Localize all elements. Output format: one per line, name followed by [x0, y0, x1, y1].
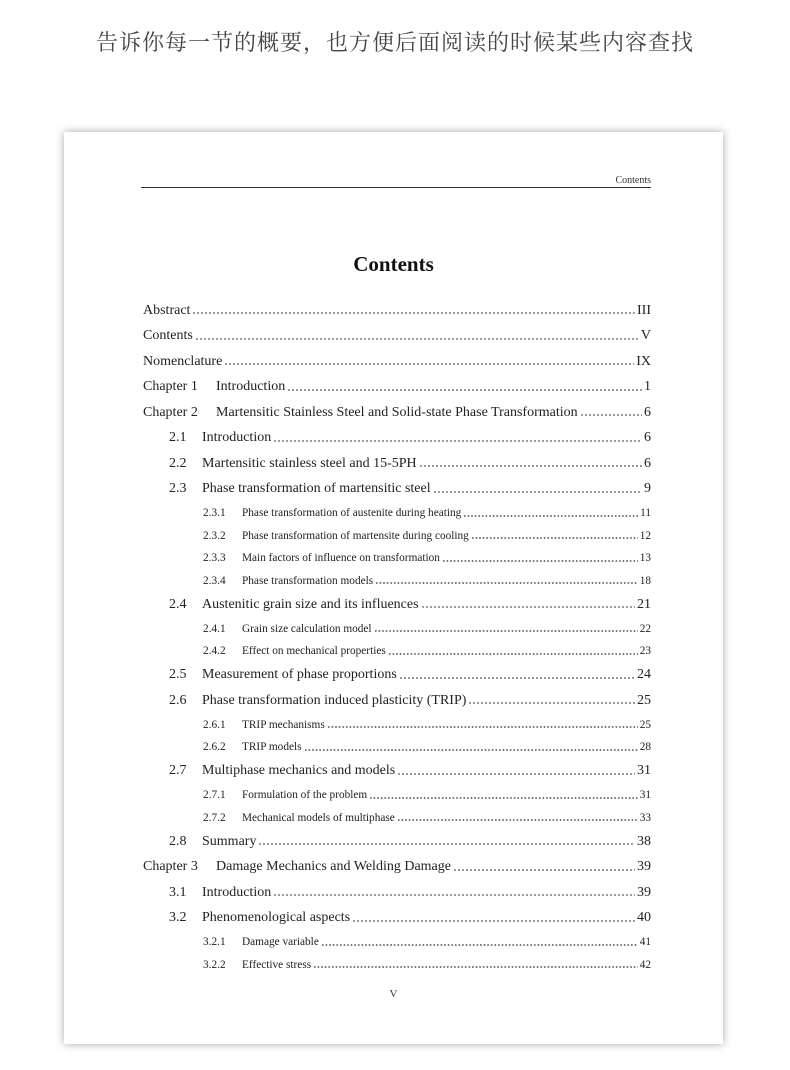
- dot-leader: [463, 514, 638, 518]
- toc-entry-title: Mechanical models of multiphase: [242, 811, 395, 824]
- toc-entry[interactable]: [143, 829, 651, 855]
- toc-entry-number: 2.3.1: [203, 507, 226, 520]
- toc-entry-title: Phenomenological aspects: [202, 910, 351, 926]
- toc-entry-page: 18: [639, 574, 651, 587]
- toc-entry[interactable]: [143, 663, 651, 689]
- toc-entry-number: 2.4.2: [203, 645, 226, 658]
- toc-entry-number: 2.7.1: [203, 789, 226, 802]
- dot-leader: [273, 893, 635, 897]
- dot-leader: [433, 490, 642, 494]
- toc-entry-title: Grain size calculation model: [242, 622, 372, 635]
- toc-entry[interactable]: [143, 759, 651, 785]
- toc-entry-title: TRIP models: [242, 741, 302, 754]
- toc-entry[interactable]: [143, 954, 651, 977]
- toc-entry-page: 33: [639, 811, 651, 824]
- toc-entry[interactable]: [143, 349, 651, 375]
- dot-leader: [421, 605, 635, 609]
- dot-leader: [419, 464, 642, 468]
- toc-entry-title: Martensitic Stainless Steel and Solid-state Phase Transformation: [216, 404, 578, 420]
- dot-leader: [224, 362, 634, 366]
- dot-leader: [258, 842, 635, 846]
- dot-leader: [352, 919, 635, 923]
- toc-entry-page: 21: [637, 596, 651, 612]
- table-of-contents: [143, 298, 651, 976]
- document-page: [64, 132, 723, 1044]
- toc-entry[interactable]: [143, 547, 651, 570]
- toc-entry[interactable]: [143, 880, 651, 906]
- toc-entry-title: Formulation of the problem: [242, 789, 368, 802]
- dot-leader: [374, 629, 638, 633]
- toc-entry-page: 13: [639, 552, 651, 565]
- toc-entry[interactable]: [143, 400, 651, 426]
- toc-entry-title: Phase transformation models: [242, 574, 374, 587]
- toc-entry-number: 2.3: [169, 481, 187, 497]
- toc-entry-page: III: [637, 302, 651, 318]
- toc-entry[interactable]: [143, 784, 651, 807]
- dot-leader: [468, 701, 635, 705]
- header-rule: [141, 187, 651, 188]
- toc-entry-number: 2.3.4: [203, 574, 226, 587]
- dot-leader: [397, 818, 638, 822]
- toc-entry-page: 40: [637, 910, 651, 926]
- toc-entry-number: 2.4: [169, 596, 187, 612]
- toc-entry-page: 25: [639, 718, 651, 731]
- toc-entry-title: Damage variable: [242, 936, 319, 949]
- dot-leader: [453, 868, 635, 872]
- caption-banner: 告诉你每一节的概要，也方便后面阅读的时候某些内容查找: [95, 31, 694, 56]
- toc-entry-page: 39: [637, 884, 651, 900]
- toc-entry-page: 6: [644, 455, 651, 471]
- toc-entry[interactable]: [143, 640, 651, 663]
- toc-entry-number: 2.8: [169, 833, 187, 849]
- toc-entry-number: 3.2.2: [203, 958, 226, 971]
- toc-entry-number: 3.2: [169, 910, 187, 926]
- dot-leader: [442, 559, 638, 563]
- dot-leader: [399, 676, 635, 680]
- toc-entry-title: TRIP mechanisms: [242, 718, 325, 731]
- toc-entry[interactable]: [143, 688, 651, 714]
- toc-entry-page: 25: [637, 692, 651, 708]
- toc-entry-number: 2.2: [169, 455, 187, 471]
- toc-entry-number: 2.6.2: [203, 741, 226, 754]
- toc-entry[interactable]: [143, 570, 651, 593]
- toc-entry[interactable]: [143, 298, 651, 324]
- toc-entry[interactable]: [143, 502, 651, 525]
- toc-entry[interactable]: [143, 906, 651, 932]
- dot-leader: [313, 965, 638, 969]
- toc-entry-number: 2.3.2: [203, 529, 226, 542]
- dot-leader: [388, 652, 638, 656]
- toc-entry-page: 24: [637, 667, 651, 683]
- toc-entry-title: Multiphase mechanics and models: [202, 763, 396, 779]
- toc-entry-title: Effect on mechanical properties: [242, 645, 386, 658]
- toc-entry-title: Introduction: [216, 379, 286, 395]
- toc-entry-title: Martensitic stainless steel and 15-5PH: [202, 455, 417, 471]
- toc-entry-title: Phase transformation of austenite during heating: [242, 507, 462, 520]
- toc-entry-number: 2.6: [169, 692, 187, 708]
- dot-leader: [580, 413, 642, 417]
- toc-entry-title: Abstract: [143, 302, 191, 318]
- toc-entry[interactable]: [143, 426, 651, 452]
- toc-entry-title: Damage Mechanics and Welding Damage: [216, 859, 451, 875]
- toc-entry-page: 38: [637, 833, 651, 849]
- toc-entry-title: Measurement of phase proportions: [202, 667, 397, 683]
- toc-entry-number: 2.6.1: [203, 718, 226, 731]
- running-head: Contents: [615, 175, 651, 186]
- toc-entry-title: Summary: [202, 833, 257, 849]
- dot-leader: [195, 337, 639, 341]
- dot-leader: [304, 748, 638, 752]
- toc-entry-number: 2.7: [169, 763, 187, 779]
- toc-entry-page: 23: [639, 645, 651, 658]
- toc-entry[interactable]: [143, 525, 651, 548]
- dot-leader: [273, 439, 642, 443]
- toc-entry[interactable]: [143, 451, 651, 477]
- toc-entry-page: 11: [640, 507, 651, 520]
- toc-entry-title: Phase transformation induced plasticity (TRIP): [202, 692, 467, 708]
- toc-entry-number: 2.5: [169, 667, 187, 683]
- toc-entry[interactable]: [143, 931, 651, 954]
- toc-entry-page: 12: [639, 529, 651, 542]
- toc-entry-page: 41: [639, 936, 651, 949]
- toc-entry-number: 2.1: [169, 430, 187, 446]
- toc-entry[interactable]: [143, 324, 651, 350]
- dot-leader: [397, 772, 635, 776]
- toc-entry-page: 1: [644, 379, 651, 395]
- toc-entry-number: 2.7.2: [203, 811, 226, 824]
- toc-entry-page: 6: [644, 430, 651, 446]
- toc-entry-number: 2.4.1: [203, 622, 226, 635]
- toc-entry-page: 9: [644, 481, 651, 497]
- page-number: V: [389, 988, 398, 1000]
- toc-entry[interactable]: [143, 618, 651, 641]
- toc-entry[interactable]: [143, 477, 651, 503]
- toc-entry-title: Nomenclature: [143, 353, 223, 369]
- toc-entry-title: Phase transformation of martensite during cooling: [242, 529, 469, 542]
- toc-entry[interactable]: [143, 807, 651, 830]
- toc-entry-page: 31: [639, 789, 651, 802]
- toc-entry[interactable]: [143, 714, 651, 737]
- toc-entry-page: V: [640, 328, 651, 344]
- dot-leader: [375, 581, 638, 585]
- dot-leader: [321, 943, 638, 947]
- dot-leader: [471, 536, 638, 540]
- toc-entry-page: IX: [636, 353, 651, 369]
- toc-entry-title: Introduction: [202, 884, 272, 900]
- toc-entry-number: 2.3.3: [203, 552, 226, 565]
- toc-entry[interactable]: [143, 592, 651, 618]
- toc-entry-number: 3.1: [169, 884, 187, 900]
- page-title: Contents: [353, 252, 434, 276]
- toc-entry-page: 39: [637, 859, 651, 875]
- toc-entry-number: 3.2.1: [203, 936, 226, 949]
- toc-entry-page: 6: [644, 404, 651, 420]
- toc-entry-number: Chapter 1: [143, 379, 198, 395]
- toc-entry-page: 28: [639, 741, 651, 754]
- dot-leader: [327, 725, 638, 729]
- toc-entry-number: Chapter 3: [143, 859, 198, 875]
- toc-entry-page: 42: [639, 958, 651, 971]
- toc-entry[interactable]: [143, 855, 651, 881]
- toc-entry-title: Contents: [143, 328, 193, 344]
- toc-entry-page: 22: [639, 622, 651, 635]
- toc-entry-title: Main factors of influence on transformation: [242, 552, 440, 565]
- toc-entry[interactable]: [143, 375, 651, 401]
- toc-entry[interactable]: [143, 736, 651, 759]
- toc-entry-title: Phase transformation of martensitic steel: [202, 481, 431, 497]
- toc-entry-title: Introduction: [202, 430, 272, 446]
- dot-leader: [369, 796, 638, 800]
- toc-entry-number: Chapter 2: [143, 404, 198, 420]
- dot-leader: [287, 388, 642, 392]
- toc-entry-title: Austenitic grain size and its influences: [202, 596, 419, 612]
- toc-entry-page: 31: [637, 763, 651, 779]
- toc-entry-title: Effective stress: [242, 958, 312, 971]
- dot-leader: [192, 311, 635, 315]
